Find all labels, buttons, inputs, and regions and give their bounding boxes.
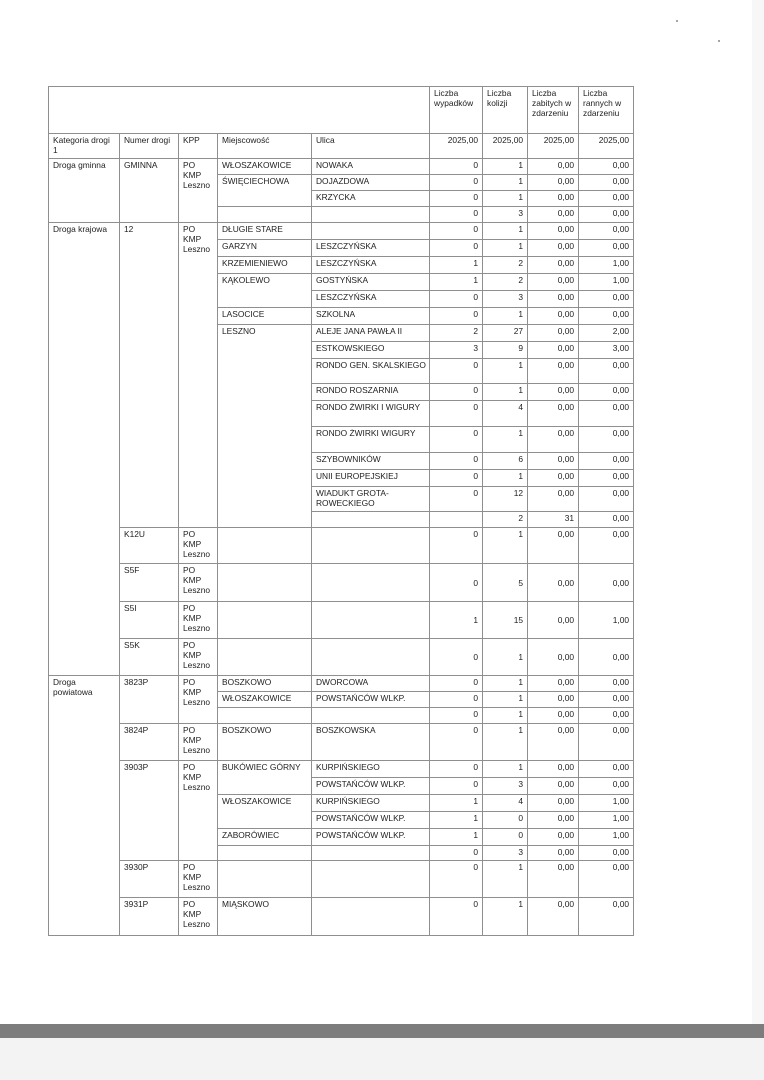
street-cell: SZKOLNA <box>312 308 430 325</box>
kpp-cell: PO KMP Leszno <box>179 564 218 602</box>
locality-cell <box>218 564 312 602</box>
killed-cell: 0,00 <box>528 223 579 240</box>
killed-cell: 0,00 <box>528 676 579 692</box>
street-cell <box>430 512 483 528</box>
street-cell: POWSTAŃCÓW WLKP. <box>312 692 430 708</box>
collisions-cell: 9 <box>483 342 528 359</box>
header-miejscowosc: Miejscowość <box>218 134 312 159</box>
street-cell <box>312 207 430 223</box>
accidents-cell: 0 <box>430 761 483 778</box>
scan-speck <box>676 20 678 22</box>
table-row <box>49 639 634 676</box>
street-cell <box>312 861 430 898</box>
locality-cell: KRZEMIENIEWO <box>218 257 312 274</box>
killed-cell: 0,00 <box>528 257 579 274</box>
killed-cell: 0,00 <box>528 384 579 401</box>
street-cell <box>312 898 430 936</box>
accidents-cell: 0 <box>430 191 483 207</box>
killed-cell: 0,00 <box>528 207 579 223</box>
injured-cell: 0,00 <box>579 159 634 175</box>
street-cell: POWSTAŃCÓW WLKP. <box>312 829 430 846</box>
accidents-cell: 2 <box>483 512 528 528</box>
collisions-cell: 1 <box>483 692 528 708</box>
accidents-cell: 0 <box>430 223 483 240</box>
locality-cell: ZABORÓWIEC <box>218 829 312 846</box>
accidents-cell: 0 <box>430 291 483 308</box>
injured-cell: 0,00 <box>579 240 634 257</box>
table-row <box>49 564 634 602</box>
injured-cell: 0,00 <box>579 898 634 936</box>
street-cell: RONDO ŻWIRKI WIGURY <box>312 427 430 453</box>
header-liczba-zabitych: Liczba zabitych w zdarzeniu <box>528 87 579 134</box>
injured-cell: 1,00 <box>579 602 634 639</box>
collisions-cell: 12 <box>483 487 528 512</box>
killed-cell: 0,00 <box>528 325 579 342</box>
kpp-cell: PO KMP Leszno <box>179 528 218 564</box>
category-cell: Droga krajowa <box>49 223 120 676</box>
collisions-cell: 1 <box>483 639 528 676</box>
street-cell: KURPIŃSKIEGO <box>312 795 430 812</box>
collisions-cell: 1 <box>483 191 528 207</box>
injured-cell: 0,00 <box>579 191 634 207</box>
road-number-cell: S5F <box>120 564 179 602</box>
collisions-cell: 1 <box>483 898 528 936</box>
killed-cell: 0,00 <box>528 898 579 936</box>
injured-cell: 0,00 <box>579 401 634 427</box>
category-cell: Droga gminna <box>49 159 120 223</box>
locality-cell <box>218 528 312 564</box>
killed-cell: 0,00 <box>528 191 579 207</box>
killed-cell: 0,00 <box>528 528 579 564</box>
street-cell: RONDO GEN. SKALSKIEGO <box>312 359 430 384</box>
injured-cell: 0,00 <box>579 384 634 401</box>
accidents-cell: 0 <box>430 724 483 761</box>
injured-cell: 0,00 <box>579 708 634 724</box>
kpp-cell: PO KMP Leszno <box>179 159 218 223</box>
header-row-bottom <box>49 134 634 159</box>
accidents-cell: 1 <box>430 274 483 291</box>
road-number-cell: 3903P <box>120 761 179 861</box>
table-row <box>49 761 634 778</box>
locality-cell <box>218 846 312 861</box>
accidents-cell: 0 <box>430 175 483 191</box>
accidents-cell: 0 <box>430 639 483 676</box>
street-cell: WIADUKT GROTA-ROWECKIEGO <box>312 487 430 512</box>
locality-cell <box>218 207 312 223</box>
collisions-cell: 1 <box>483 861 528 898</box>
killed-cell: 0,00 <box>528 795 579 812</box>
street-cell: GOSTYŃSKA <box>312 274 430 291</box>
locality-cell: WŁOSZAKOWICE <box>218 692 312 708</box>
street-cell: NOWAKA <box>312 159 430 175</box>
killed-cell: 0,00 <box>528 487 579 512</box>
injured-cell: 0,00 <box>579 692 634 708</box>
street-cell: DOJAZDOWA <box>312 175 430 191</box>
killed-cell: 0,00 <box>528 427 579 453</box>
killed-cell: 0,00 <box>528 453 579 470</box>
injured-cell: 1,00 <box>579 829 634 846</box>
kpp-cell: PO KMP Leszno <box>179 602 218 639</box>
street-cell: RONDO ROSZARNIA <box>312 384 430 401</box>
locality-cell: LASOCICE <box>218 308 312 325</box>
killed-cell: 0,00 <box>528 846 579 861</box>
locality-cell <box>218 708 312 724</box>
road-number-cell: K12U <box>120 528 179 564</box>
injured-cell: 0,00 <box>579 778 634 795</box>
collisions-cell: 0 <box>483 829 528 846</box>
header-year-zabici: 2025,00 <box>528 134 579 159</box>
road-number-cell: 3824P <box>120 724 179 761</box>
accidents-cell: 0 <box>430 207 483 223</box>
collisions-cell: 3 <box>483 846 528 861</box>
accidents-cell: 0 <box>430 528 483 564</box>
road-number-cell: GMINNA <box>120 159 179 223</box>
table-row <box>49 528 634 564</box>
killed-cell: 0,00 <box>528 470 579 487</box>
street-cell <box>312 639 430 676</box>
collisions-cell: 1 <box>483 223 528 240</box>
collisions-cell: 1 <box>483 175 528 191</box>
street-cell: DWORCOWA <box>312 676 430 692</box>
injured-cell: 3,00 <box>579 342 634 359</box>
accidents-cell: 0 <box>430 308 483 325</box>
locality-cell: WŁOSZAKOWICE <box>218 795 312 829</box>
injured-cell: 1,00 <box>579 795 634 812</box>
collisions-cell: 1 <box>483 470 528 487</box>
killed-cell: 0,00 <box>528 639 579 676</box>
killed-cell: 0,00 <box>528 564 579 602</box>
injured-cell: 0,00 <box>579 861 634 898</box>
accidents-cell: 1 <box>430 812 483 829</box>
injured-cell: 0,00 <box>579 639 634 676</box>
street-cell: LESZCZYŃSKA <box>312 240 430 257</box>
accidents-cell: 0 <box>430 453 483 470</box>
collisions-cell: 3 <box>483 207 528 223</box>
street-cell: POWSTAŃCÓW WLKP. <box>312 812 430 829</box>
street-cell: ALEJE JANA PAWŁA II <box>312 325 430 342</box>
street-cell <box>312 602 430 639</box>
page-edge <box>752 0 764 1024</box>
table-row <box>49 861 634 898</box>
locality-cell: KĄKOLEWO <box>218 274 312 308</box>
injured-cell: 1,00 <box>579 274 634 291</box>
locality-cell: GARZYN <box>218 240 312 257</box>
street-cell <box>312 846 430 861</box>
killed-cell: 0,00 <box>528 159 579 175</box>
accidents-cell: 2 <box>430 325 483 342</box>
road-number-cell: S5I <box>120 602 179 639</box>
road-number-cell: 3823P <box>120 676 179 724</box>
injured-cell: 0,00 <box>579 724 634 761</box>
table-row <box>49 898 634 936</box>
header-kpp: KPP <box>179 134 218 159</box>
locality-cell: LESZNO <box>218 325 312 528</box>
injured-cell: 2,00 <box>579 325 634 342</box>
accidents-cell: 0 <box>430 676 483 692</box>
killed-cell: 0,00 <box>528 861 579 898</box>
locality-cell <box>218 602 312 639</box>
collisions-cell: 1 <box>483 761 528 778</box>
killed-cell: 0,00 <box>528 692 579 708</box>
header-kategoria: Kategoria drogi 1 <box>49 134 120 159</box>
road-number-cell: S5K <box>120 639 179 676</box>
locality-cell: ŚWIĘCIECHOWA <box>218 175 312 207</box>
accidents-cell: 0 <box>430 564 483 602</box>
collisions-cell: 2 <box>483 274 528 291</box>
accidents-cell: 0 <box>430 708 483 724</box>
injured-cell: 0,00 <box>579 528 634 564</box>
table-row <box>49 602 634 639</box>
killed-cell: 0,00 <box>528 761 579 778</box>
collisions-cell: 3 <box>483 778 528 795</box>
injured-cell: 0,00 <box>579 453 634 470</box>
collisions-cell: 4 <box>483 795 528 812</box>
accidents-cell: 0 <box>430 384 483 401</box>
accidents-cell: 0 <box>430 846 483 861</box>
road-number-cell: 3930P <box>120 861 179 898</box>
accidents-cell: 0 <box>430 470 483 487</box>
collisions-cell: 1 <box>483 676 528 692</box>
street-cell: ESTKOWSKIEGO <box>312 342 430 359</box>
collisions-cell: 15 <box>483 602 528 639</box>
accidents-cell: 0 <box>430 778 483 795</box>
kpp-cell: PO KMP Leszno <box>179 898 218 936</box>
injured-cell: 0,00 <box>579 175 634 191</box>
injured-cell: 0,00 <box>579 223 634 240</box>
killed-cell: 0,00 <box>528 291 579 308</box>
collisions-cell: 1 <box>483 240 528 257</box>
scan-speck <box>718 40 720 42</box>
killed-cell: 0,00 <box>528 708 579 724</box>
accidents-cell: 1 <box>430 829 483 846</box>
street-cell: LESZCZYŃSKA <box>312 291 430 308</box>
killed-cell: 0,00 <box>528 240 579 257</box>
street-cell: LESZCZYŃSKA <box>312 257 430 274</box>
locality-cell <box>218 861 312 898</box>
killed-cell: 0,00 <box>528 724 579 761</box>
street-cell <box>312 223 430 240</box>
kpp-cell: PO KMP Leszno <box>179 861 218 898</box>
locality-cell: WŁOSZAKOWICE <box>218 159 312 175</box>
injured-cell: 0,00 <box>579 846 634 861</box>
accidents-cell: 1 <box>430 795 483 812</box>
killed-cell: 0,00 <box>528 175 579 191</box>
scan-bottom-band <box>0 1038 764 1080</box>
collisions-cell: 1 <box>483 359 528 384</box>
collisions-cell: 6 <box>483 453 528 470</box>
injured-cell: 0,00 <box>579 676 634 692</box>
injured-cell: 0,00 <box>579 470 634 487</box>
header-blank-cell <box>49 87 430 134</box>
injured-cell: 1,00 <box>579 812 634 829</box>
accidents-cell: 0 <box>430 240 483 257</box>
injured-cell: 0,00 <box>579 761 634 778</box>
header-liczba-wypadkow: Liczba wypadków <box>430 87 483 134</box>
locality-cell: MIĄSKOWO <box>218 898 312 936</box>
street-cell <box>312 564 430 602</box>
table-row <box>49 676 634 692</box>
collisions-cell: 1 <box>483 384 528 401</box>
injured-cell: 0,00 <box>579 427 634 453</box>
collisions-cell: 5 <box>483 564 528 602</box>
accidents-cell: 0 <box>430 861 483 898</box>
collisions-cell: 27 <box>483 325 528 342</box>
killed-cell: 0,00 <box>528 829 579 846</box>
injured-cell: 1,00 <box>579 257 634 274</box>
street-cell <box>312 528 430 564</box>
category-cell: Droga powiatowa <box>49 676 120 936</box>
injured-cell: 0,00 <box>579 359 634 384</box>
accidents-cell: 1 <box>430 602 483 639</box>
collisions-cell: 1 <box>483 708 528 724</box>
street-cell: KRZYCKA <box>312 191 430 207</box>
collisions-cell: 1 <box>483 159 528 175</box>
kpp-cell: PO KMP Leszno <box>179 639 218 676</box>
street-cell <box>312 708 430 724</box>
accidents-cell: 0 <box>430 487 483 512</box>
accidents-cell: 0 <box>430 427 483 453</box>
collisions-cell: 2 <box>483 257 528 274</box>
collisions-cell: 31 <box>528 512 579 528</box>
killed-cell: 0,00 <box>528 308 579 325</box>
street-cell: RONDO ŻWIRKI I WIGURY <box>312 401 430 427</box>
accidents-cell: 0 <box>430 898 483 936</box>
locality-cell <box>312 512 430 528</box>
road-number-cell: 3931P <box>120 898 179 936</box>
killed-cell: 0,00 <box>528 602 579 639</box>
street-cell: POWSTAŃCÓW WLKP. <box>312 778 430 795</box>
scan-shadow-band <box>0 1024 764 1038</box>
injured-cell: 0,00 <box>579 564 634 602</box>
locality-cell: BOSZKOWO <box>218 724 312 761</box>
locality-cell: BUKÓWIEC GÓRNY <box>218 761 312 795</box>
killed-cell: 0,00 <box>528 342 579 359</box>
accidents-cell: 3 <box>430 342 483 359</box>
collisions-cell: 1 <box>483 308 528 325</box>
collisions-cell: 3 <box>483 291 528 308</box>
injured-cell: 0,00 <box>579 487 634 512</box>
header-year-ranni: 2025,00 <box>579 134 634 159</box>
killed-cell: 0,00 <box>528 274 579 291</box>
accidents-cell: 0 <box>430 692 483 708</box>
collisions-cell: 1 <box>483 528 528 564</box>
header-year-wypadki: 2025,00 <box>430 134 483 159</box>
killed-cell: 0,00 <box>528 778 579 795</box>
street-cell: BOSZKOWSKA <box>312 724 430 761</box>
header-liczba-rannych: Liczba rannych w zdarzeniu <box>579 87 634 134</box>
collisions-cell: 1 <box>483 724 528 761</box>
killed-cell: 0,00 <box>528 812 579 829</box>
collisions-cell: 1 <box>483 427 528 453</box>
collisions-cell: 4 <box>483 401 528 427</box>
accidents-cell: 0 <box>430 401 483 427</box>
injured-cell: 0,00 <box>579 207 634 223</box>
street-cell: SZYBOWNIKÓW <box>312 453 430 470</box>
kpp-cell: PO KMP Leszno <box>179 676 218 724</box>
header-year-kolizje: 2025,00 <box>483 134 528 159</box>
kpp-cell: PO KMP Leszno <box>179 724 218 761</box>
table-row <box>49 159 634 175</box>
injured-cell: 0,00 <box>579 291 634 308</box>
accidents-cell: 0 <box>430 159 483 175</box>
killed-cell: 0,00 <box>528 401 579 427</box>
killed-cell: 0,00 <box>579 512 634 528</box>
street-cell: UNII EUROPEJSKIEJ <box>312 470 430 487</box>
header-numer: Numer drogi <box>120 134 179 159</box>
street-cell: KURPIŃSKIEGO <box>312 761 430 778</box>
accidents-cell: 0 <box>430 359 483 384</box>
killed-cell: 0,00 <box>528 359 579 384</box>
table-row <box>49 724 634 761</box>
road-number-cell: 12 <box>120 223 179 528</box>
locality-cell: DŁUGIE STARE <box>218 223 312 240</box>
injured-cell: 0,00 <box>579 308 634 325</box>
locality-cell <box>218 639 312 676</box>
kpp-cell: PO KMP Leszno <box>179 223 218 528</box>
locality-cell: BOSZKOWO <box>218 676 312 692</box>
accident-report-table <box>48 86 634 936</box>
header-row-top <box>49 87 634 134</box>
header-ulica: Ulica <box>312 134 430 159</box>
kpp-cell: PO KMP Leszno <box>179 761 218 861</box>
table-row <box>49 223 634 240</box>
accidents-cell: 1 <box>430 257 483 274</box>
collisions-cell: 0 <box>483 812 528 829</box>
header-liczba-kolizji: Liczba kolizji <box>483 87 528 134</box>
